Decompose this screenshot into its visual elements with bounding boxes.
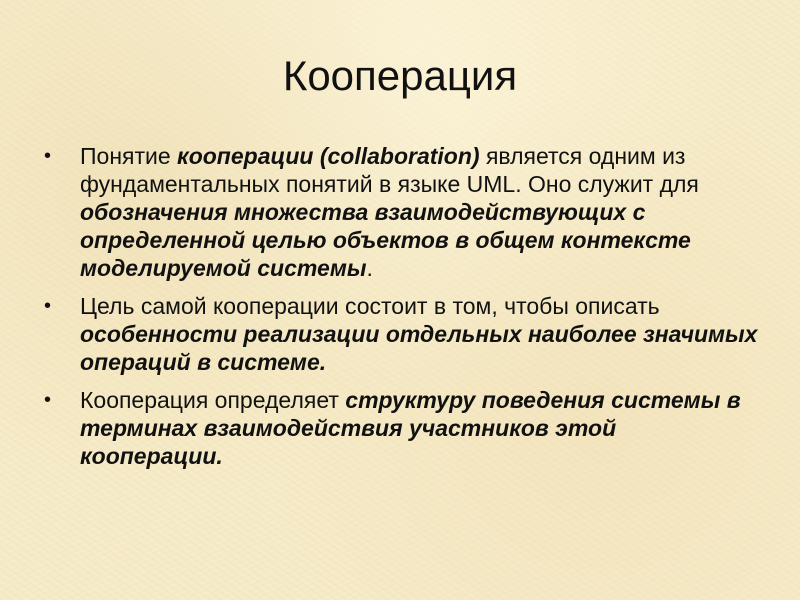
text-segment: является одним из фундаментальных понятий в языке UML. Оно служит для bbox=[80, 143, 699, 197]
text-segment: Кооперация определяет bbox=[80, 387, 346, 413]
bullet-text bbox=[80, 143, 699, 281]
bullet-icon: • bbox=[44, 145, 52, 167]
bullet-item bbox=[44, 292, 764, 376]
emphasized-text-segment: особенности реализации отдельных наиболее значимых операций в системе. bbox=[80, 321, 758, 375]
bullet-item bbox=[44, 142, 764, 282]
bullet-item bbox=[44, 386, 764, 470]
emphasized-text-segment: структуру поведения системы в терминах взаимодействия участников этой кооперации. bbox=[80, 387, 741, 469]
bullet-icon: • bbox=[44, 295, 52, 317]
bullet-icon: • bbox=[44, 389, 52, 411]
text-segment: . bbox=[366, 255, 373, 281]
slide-title: Кооперация bbox=[282, 52, 518, 99]
text-segment: Цель самой кооперации состоит в том, чтобы описать bbox=[80, 293, 660, 319]
bullet-text bbox=[80, 293, 757, 375]
emphasized-text-segment: обозначения множества взаимодействующих с определенной целью объектов в общем контексте моделируемой системы bbox=[80, 199, 691, 281]
emphasized-text-segment: кооперации (collaboration) bbox=[177, 143, 480, 169]
text-segment: Понятие bbox=[80, 143, 178, 169]
bullet-text bbox=[80, 387, 741, 469]
bullet-list bbox=[44, 142, 764, 480]
